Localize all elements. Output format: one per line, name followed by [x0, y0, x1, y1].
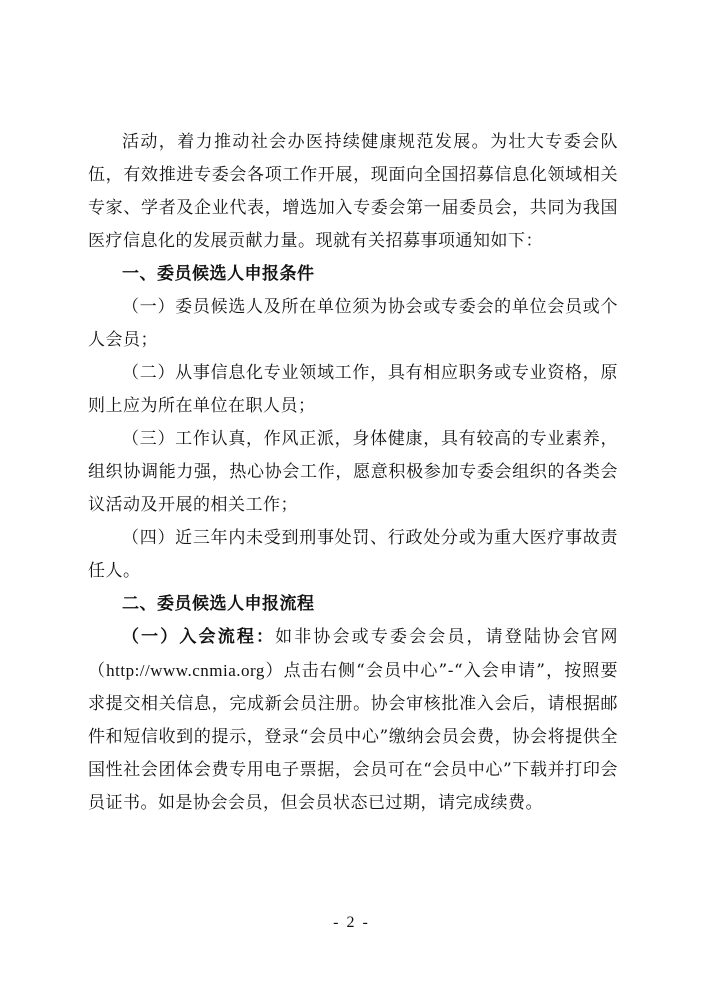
process-item-1-text-a: 如非协会或专委会会员，请登陆协会官网（ [88, 627, 619, 681]
condition-item-2: （二）从事信息化专业领域工作，具有相应职务或专业资格，原则上应为所在单位在职人员； [88, 363, 618, 416]
process-item-1 [88, 621, 618, 820]
intro-paragraph: 活动，着力推动社会办医持续健康规范发展。为壮大专委会队伍，有效推进专委会各项工作开展，现面向全国招募信息化领域相关专家、学者及企业代表，增选加入专委会第一届委员会，共同为我国医疗信息化的发展贡献力量。现就有关招募事项通知如下： [88, 132, 618, 251]
document-body [88, 126, 618, 820]
process-item-1-text-b: ）点击右侧“会员中心”-“入会申请”，按照要求提交相关信息，完成新会员注册。协会审核批准入会后，请根据邮件和短信收到的提示，登录“会员中心”缴纳会员会费，协会将提供全国性社会团体会费专用电子票据，会员可在“会员中心”下载并打印会员证书。如是协会会员，但会员状态已过期，请完成续费。 [88, 661, 619, 813]
section-heading-2: 二、委员候选人申报流程 [122, 594, 315, 614]
process-item-1-lead: （一）入会流程： [122, 627, 276, 647]
association-website-url: http://www.cnmia.org [106, 661, 265, 680]
condition-item-1: （一）委员候选人及所在单位须为协会或专委会的单位会员或个人会员； [88, 297, 618, 350]
condition-item-4: （四）近三年内未受到刑事处罚、行政处分或为重大医疗事故责任人。 [88, 528, 618, 581]
condition-item-3: （三）工作认真，作风正派，身体健康，具有较高的专业素养，组织协调能力强，热心协会工作，愿意积极参加专委会组织的各类会议活动及开展的相关工作； [88, 429, 618, 515]
section-heading-1: 一、委员候选人申报条件 [122, 264, 315, 284]
page-number: - 2 - [333, 914, 370, 931]
